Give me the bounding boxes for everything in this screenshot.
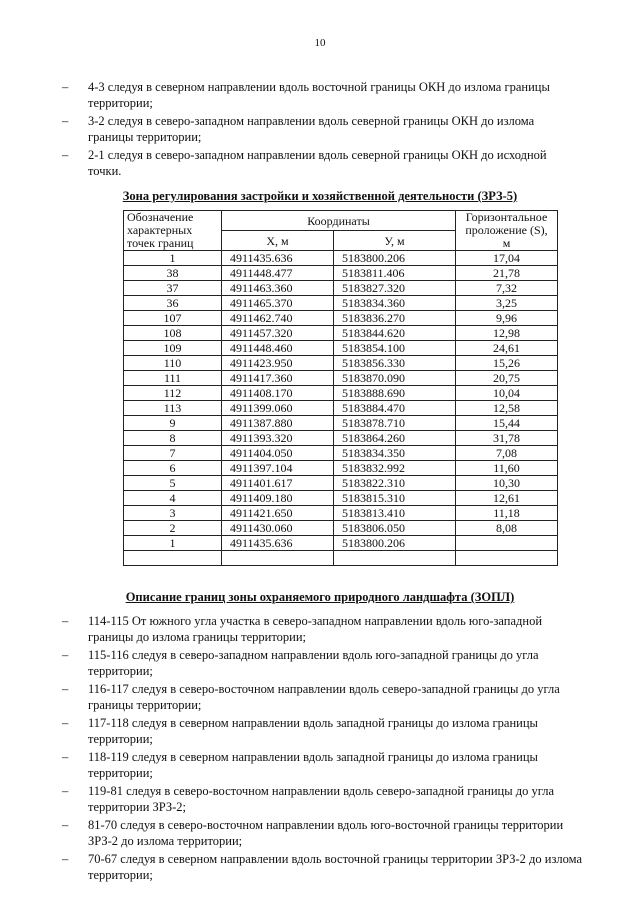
cell-x: 4911399.060: [222, 401, 334, 416]
list-marker: –: [62, 818, 69, 832]
list-marker: –: [62, 114, 69, 128]
list-item: [62, 114, 582, 145]
cell-point: 107: [124, 311, 222, 326]
cell-point: 6: [124, 461, 222, 476]
cell-x: 4911435.636: [222, 251, 334, 266]
cell-y: 5183884.470: [334, 401, 456, 416]
section-heading-zrz5: Зона регулирования застройки и хозяйственной деятельности (ЗРЗ-5): [122, 189, 518, 203]
cell-point: 9: [124, 416, 222, 431]
table-row: [124, 296, 558, 311]
cell-point: [124, 551, 222, 566]
cell-y: 5183822.310: [334, 476, 456, 491]
cell-distance: 7,32: [456, 281, 558, 296]
cell-y: 5183856.330: [334, 356, 456, 371]
list-marker: –: [62, 614, 69, 628]
table-row: [124, 251, 558, 266]
cell-point: 7: [124, 446, 222, 461]
list-item: [62, 784, 582, 815]
page-number: 10: [314, 37, 326, 49]
cell-x: 4911457.320: [222, 326, 334, 341]
cell-point: 1: [124, 251, 222, 266]
cell-distance: 31,78: [456, 431, 558, 446]
table-row: [124, 521, 558, 536]
cell-point: 8: [124, 431, 222, 446]
list-item: [62, 852, 582, 883]
table-row: [124, 371, 558, 386]
header-line: м: [502, 236, 511, 250]
cell-x: 4911408.170: [222, 386, 334, 401]
cell-distance: 11,18: [456, 506, 558, 521]
cell-distance: [456, 536, 558, 551]
table-row: [124, 446, 558, 461]
list-item: [62, 648, 582, 679]
header-line: проложение (S),: [465, 223, 548, 237]
cell-y: 5183878.710: [334, 416, 456, 431]
header-line: Обозначение: [127, 210, 194, 224]
cell-x: 4911421.650: [222, 506, 334, 521]
cell-y: 5183800.206: [334, 251, 456, 266]
list-item-text: 119-81 следуя в северо-восточном направлении вдоль северо-западной границы до угла территории ЗРЗ-2;: [88, 784, 555, 814]
cell-y: 5183864.260: [334, 431, 456, 446]
table-row: [124, 311, 558, 326]
cell-y: 5183834.350: [334, 446, 456, 461]
list-marker: –: [62, 784, 69, 798]
list-marker: –: [62, 682, 69, 696]
header-x: X, м: [222, 231, 334, 251]
cell-x: 4911462.740: [222, 311, 334, 326]
cell-y: 5183888.690: [334, 386, 456, 401]
cell-distance: 24,61: [456, 341, 558, 356]
cell-y: 5183870.090: [334, 371, 456, 386]
list-item: [62, 716, 582, 747]
cell-y: 5183806.050: [334, 521, 456, 536]
list-marker: –: [62, 148, 69, 162]
table-row: [124, 416, 558, 431]
list-item-text: 115-116 следуя в северо-западном направлении вдоль юго-западной границы до угла территории;: [88, 648, 539, 678]
list-marker: –: [62, 750, 69, 764]
list-item-text: 4-3 следуя в северном направлении вдоль восточной границы ОКН до излома границы территории;: [88, 80, 550, 110]
header-line: характерных: [127, 223, 193, 237]
list-item-text: 117-118 следуя в северном направлении вдоль западной границы до излома границы территории;: [88, 716, 538, 746]
bottom-boundary-list: [62, 614, 582, 886]
cell-y: 5183815.310: [334, 491, 456, 506]
list-item: [62, 818, 582, 849]
cell-y: 5183800.206: [334, 536, 456, 551]
list-marker: –: [62, 80, 69, 94]
cell-y: 5183834.360: [334, 296, 456, 311]
list-item-text: 2-1 следуя в северо-западном направлении вдоль северной границы ОКН до исходной точки.: [88, 148, 547, 178]
coordinates-table: [123, 210, 558, 566]
list-item-text: 118-119 следуя в северном направлении вдоль западной границы до излома границы территории;: [88, 750, 538, 780]
cell-point: 110: [124, 356, 222, 371]
cell-y: [334, 551, 456, 566]
list-item: [62, 750, 582, 781]
section-heading-zopl: Описание границ зоны охраняемого природного ландшафта (ЗОПЛ): [125, 590, 515, 604]
cell-distance: 15,26: [456, 356, 558, 371]
cell-x: 4911430.060: [222, 521, 334, 536]
table-row: [124, 506, 558, 521]
cell-distance: 11,60: [456, 461, 558, 476]
table-row: [124, 536, 558, 551]
cell-distance: 10,04: [456, 386, 558, 401]
cell-x: 4911401.617: [222, 476, 334, 491]
cell-x: 4911409.180: [222, 491, 334, 506]
cell-distance: 12,61: [456, 491, 558, 506]
cell-y: 5183832.992: [334, 461, 456, 476]
header-line: Горизонтальное: [465, 210, 548, 224]
cell-point: 37: [124, 281, 222, 296]
table-row: [124, 281, 558, 296]
cell-distance: 8,08: [456, 521, 558, 536]
header-y: У, м: [334, 231, 456, 251]
list-item: [62, 682, 582, 713]
cell-point: 1: [124, 536, 222, 551]
cell-distance: 9,96: [456, 311, 558, 326]
cell-distance: 15,44: [456, 416, 558, 431]
header-horizontal-distance: [456, 211, 558, 251]
table-row: [124, 431, 558, 446]
cell-y: 5183844.620: [334, 326, 456, 341]
cell-point: 3: [124, 506, 222, 521]
table-row: [124, 491, 558, 506]
cell-point: 38: [124, 266, 222, 281]
cell-x: 4911435.636: [222, 536, 334, 551]
table-row: [124, 551, 558, 566]
cell-point: 108: [124, 326, 222, 341]
cell-point: 111: [124, 371, 222, 386]
table-row: [124, 356, 558, 371]
list-item-text: 116-117 следуя в северо-восточном направлении вдоль северо-западной границы до угла границы территории;: [88, 682, 560, 712]
cell-distance: 12,98: [456, 326, 558, 341]
list-marker: –: [62, 716, 69, 730]
cell-point: 109: [124, 341, 222, 356]
table-row: [124, 476, 558, 491]
cell-y: 5183813.410: [334, 506, 456, 521]
cell-distance: 7,08: [456, 446, 558, 461]
cell-point: 113: [124, 401, 222, 416]
list-item-text: 3-2 следуя в северо-западном направлении вдоль северной границы ОКН до излома границы территории;: [88, 114, 535, 144]
cell-y: 5183827.320: [334, 281, 456, 296]
cell-point: 2: [124, 521, 222, 536]
list-item: [62, 148, 582, 179]
table-row: [124, 266, 558, 281]
cell-point: 36: [124, 296, 222, 311]
cell-x: 4911465.370: [222, 296, 334, 311]
list-marker: –: [62, 852, 69, 866]
cell-y: 5183854.100: [334, 341, 456, 356]
cell-point: 5: [124, 476, 222, 491]
header-coordinates: Координаты: [222, 211, 456, 231]
list-marker: –: [62, 648, 69, 662]
top-boundary-list: [62, 80, 582, 182]
table-row: [124, 461, 558, 476]
cell-x: 4911417.360: [222, 371, 334, 386]
cell-point: 112: [124, 386, 222, 401]
cell-distance: 12,58: [456, 401, 558, 416]
list-item: [62, 80, 582, 111]
cell-x: 4911397.104: [222, 461, 334, 476]
table-row: [124, 341, 558, 356]
table-body: [124, 251, 558, 566]
cell-distance: 20,75: [456, 371, 558, 386]
cell-x: 4911448.460: [222, 341, 334, 356]
table-row: [124, 401, 558, 416]
cell-point: 4: [124, 491, 222, 506]
header-designation: [124, 211, 222, 251]
cell-x: 4911393.320: [222, 431, 334, 446]
cell-distance: 17,04: [456, 251, 558, 266]
cell-x: 4911423.950: [222, 356, 334, 371]
cell-distance: 10,30: [456, 476, 558, 491]
list-item-text: 114-115 От южного угла участка в северо-западном направлении вдоль юго-западной границы до излома границы территории;: [88, 614, 543, 644]
cell-distance: 3,25: [456, 296, 558, 311]
cell-x: [222, 551, 334, 566]
table-row: [124, 386, 558, 401]
cell-x: 4911404.050: [222, 446, 334, 461]
cell-y: 5183836.270: [334, 311, 456, 326]
list-item-text: 81-70 следуя в северо-восточном направлении вдоль юго-восточной границы территории ЗРЗ-2 до излома территории;: [88, 818, 564, 848]
list-item: [62, 614, 582, 645]
table-row: [124, 326, 558, 341]
cell-x: 4911448.477: [222, 266, 334, 281]
cell-y: 5183811.406: [334, 266, 456, 281]
cell-x: 4911387.880: [222, 416, 334, 431]
cell-distance: [456, 551, 558, 566]
cell-x: 4911463.360: [222, 281, 334, 296]
header-line: точек границ: [127, 236, 194, 250]
cell-distance: 21,78: [456, 266, 558, 281]
table-header-row: [124, 211, 558, 231]
list-item-text: 70-67 следуя в северном направлении вдоль восточной границы территории ЗРЗ-2 до излома территории;: [88, 852, 583, 882]
